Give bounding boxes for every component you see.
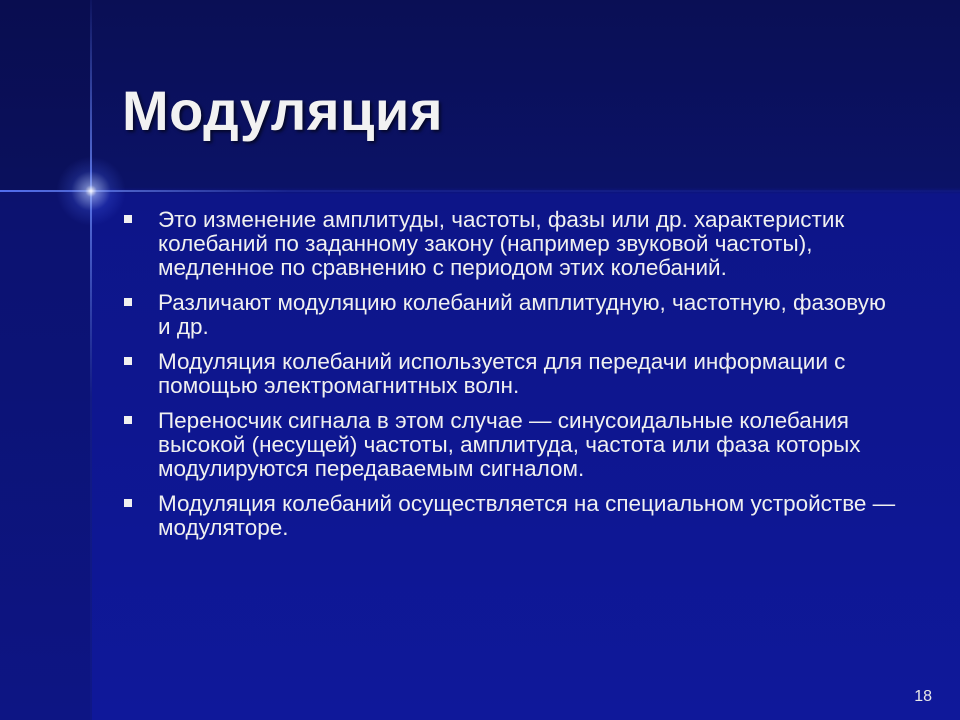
- bullet-text: Модуляция колебаний осуществляется на специальном устройстве — модуляторе.: [158, 491, 896, 540]
- square-bullet-icon: [124, 357, 132, 365]
- horizontal-accent-line: [0, 190, 960, 192]
- bullet-item: [120, 492, 900, 540]
- bullet-item: [120, 208, 900, 280]
- slide-title: Модуляция: [122, 79, 444, 142]
- square-bullet-icon: [124, 499, 132, 507]
- bullet-text: Различают модуляцию колебаний амплитудную, частотную, фазовую и др.: [158, 290, 886, 339]
- bullet-item: [120, 409, 900, 481]
- bullet-item: [120, 291, 900, 339]
- square-bullet-icon: [124, 416, 132, 424]
- bullet-text: Это изменение амплитуды, частоты, фазы или др. характеристик колебаний по заданному закону (например звуковой частоты), медленное по сравнению с периодом этих колебаний.: [158, 207, 845, 280]
- vertical-accent-line: [90, 0, 92, 720]
- bullet-list: [120, 208, 900, 551]
- bullet-text: Переносчик сигнала в этом случае — синусоидальные колебания высокой (несущей) частоты, амплитуда, частота или фаза которых модулируются передаваемым сигналом.: [158, 408, 861, 481]
- bullet-text: Модуляция колебаний используется для передачи информации с помощью электромагнитных волн.: [158, 349, 846, 398]
- square-bullet-icon: [124, 298, 132, 306]
- light-flare-decoration: [56, 156, 126, 226]
- bullet-item: [120, 350, 900, 398]
- page-number: 18: [914, 688, 932, 705]
- square-bullet-icon: [124, 215, 132, 223]
